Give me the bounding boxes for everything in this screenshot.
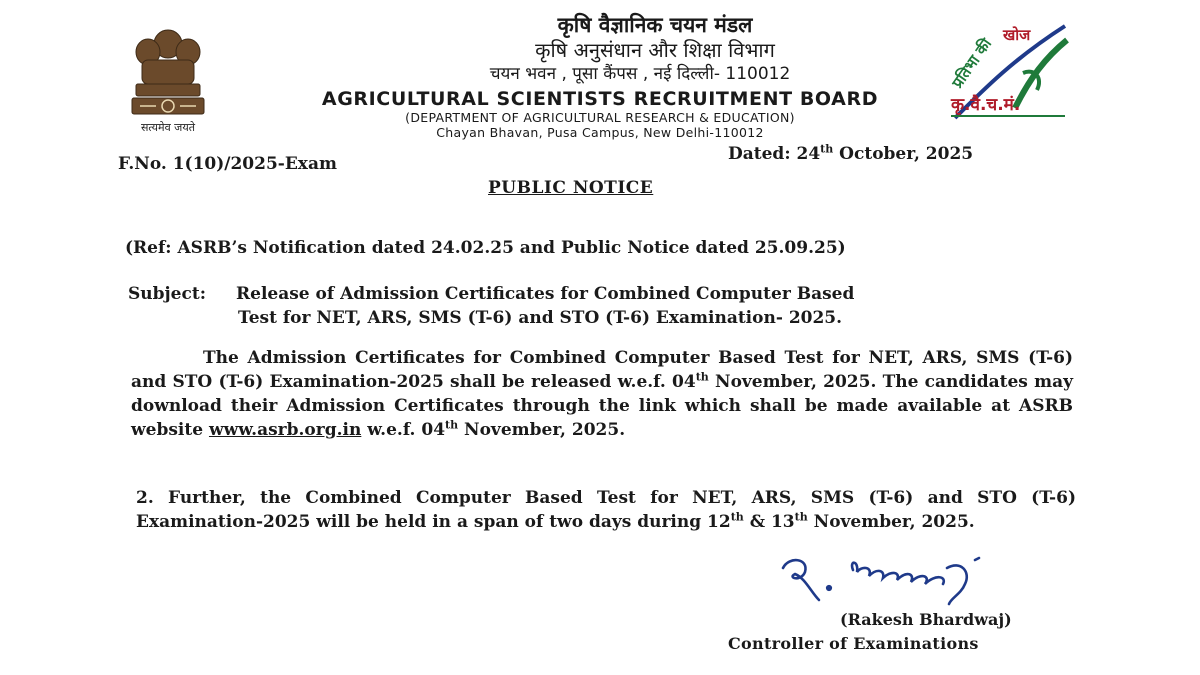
file-number: F.No. 1(10)/2025-Exam: [118, 154, 337, 174]
hindi-address: चयन भवन , पूसा कैंपस , नई दिल्ली- 110012: [489, 64, 791, 84]
hindi-department: कृषि अनुसंधान और शिक्षा विभाग: [535, 38, 775, 62]
asrb-logo-icon: [945, 18, 1075, 123]
board-address: Chayan Bhavan, Pusa Campus, New Delhi-110012: [436, 125, 764, 140]
svg-text:प्रतिभा की: प्रतिभा की: [948, 35, 996, 92]
signatory-designation: Controller of Examinations: [728, 634, 979, 653]
department-name: (DEPARTMENT OF AGRICULTURAL RESEARCH & EDUCATION): [405, 110, 795, 125]
paragraph-exam-schedule: 2. Further, the Combined Computer Based Test for NET, ARS, SMS (T-6) and STO (T-6) Examination-2025 will be held in a span of two days during 12th & 13th November, 2025.: [136, 488, 1076, 532]
emblem-motto: सत्यमेव जयते: [140, 121, 195, 134]
subject-label: Subject:: [128, 284, 206, 304]
asrb-website-link[interactable]: www.asrb.org.in: [208, 420, 362, 440]
subject-block: [128, 282, 1073, 330]
svg-text:खोज: खोज: [1003, 26, 1031, 44]
signatory-name: (Rakesh Bhardwaj): [840, 610, 1012, 629]
svg-text:कृ.वै.च.मं.: कृ.वै.च.मं.: [951, 95, 1021, 115]
paragraph-admission-certificates: The Admission Certificates for Combined Computer Based Test for NET, ARS, SMS (T-6) and STO (T-6) Examination-2025 shall be released w.e.f. 04th November, 2025. The candidates may download their Admission Certificates through the link which shall be made available at ASRB website www.asrb.org.in w.e.f. 04th November, 2025.: [131, 348, 1073, 440]
subject-line-2: Test for NET, ARS, SMS (T-6) and STO (T-6) Examination- 2025.: [238, 308, 843, 328]
national-emblem-icon: [118, 22, 218, 140]
board-name: AGRICULTURAL SCIENTISTS RECRUITMENT BOARD: [321, 88, 879, 110]
notice-date: Dated: 24th October, 2025: [728, 142, 974, 164]
letterhead: [240, 12, 960, 140]
handwritten-signature: [775, 548, 1035, 608]
hindi-board-name: कृषि वैज्ञानिक चयन मंडल: [557, 13, 753, 37]
reference-line: (Ref: ASRB’s Notification dated 24.02.25 and Public Notice dated 25.09.25): [125, 238, 846, 258]
notice-title: PUBLIC NOTICE: [488, 178, 654, 198]
subject-line-1: Release of Admission Certificates for Combined Computer Based: [236, 284, 855, 304]
